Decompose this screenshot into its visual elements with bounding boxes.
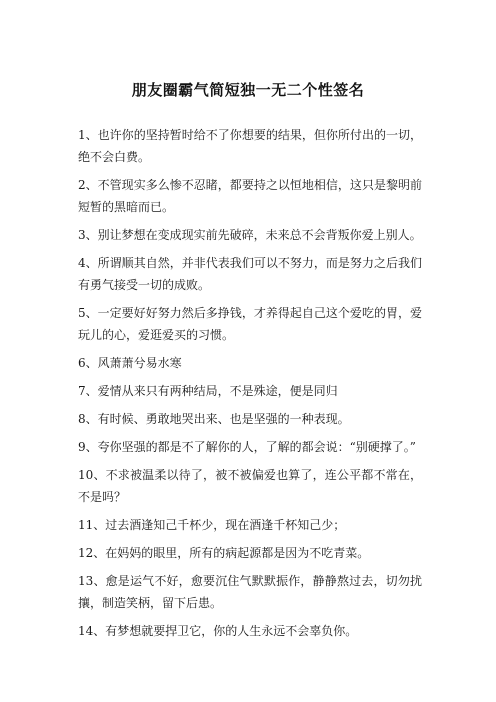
- document-title: 朋友圈霸气简短独一无二个性签名: [131, 81, 365, 99]
- signature-list: [78, 124, 422, 648]
- list-item: 4、所谓顺其自然，并非代表我们可以不努力，而是努力之后我们有勇气接受一切的成败。: [78, 256, 422, 292]
- list-item: 3、别让梦想在变成现实前先破碎，未来总不会背叛你爱上别人。: [78, 228, 422, 242]
- list-item: 6、风萧萧兮易水寒: [78, 356, 182, 370]
- list-item: 11、过去酒逢知己千杯少，现在酒逢千杯知己少；: [78, 518, 346, 532]
- list-item: 1、也许你的坚持暂时给不了你想要的结果，但你所付出的一切，绝不会白费。: [78, 128, 422, 164]
- list-item: 2、不管现实多么惨不忍睹，都要持之以恒地相信，这只是黎明前短暂的黑暗而已。: [78, 178, 422, 214]
- list-item: 8、有时候、勇敢地哭出来、也是坚强的一种表现。: [78, 412, 350, 426]
- list-item: 12、在妈妈的眼里，所有的病起源都是因为不吃青菜。: [78, 546, 370, 560]
- list-item: 5、一定要好好努力然后多挣钱，才养得起自己这个爱吃的胃，爱玩儿的心，爱逛爱买的习惯。: [78, 306, 422, 342]
- list-item: 9、夸你坚强的都是不了解你的人，了解的都会说：“别硬撑了。”: [78, 440, 416, 454]
- list-item: 13、愈是运气不好，愈要沉住气默默振作，静静熬过去，切勿扰攘，制造笑柄，留下后患。: [78, 574, 422, 610]
- list-item: 10、不求被温柔以待了，被不被偏爱也算了，连公平都不常在，不是吗？: [78, 468, 422, 504]
- list-item: 14、有梦想就要捍卫它，你的人生永远不会辜负你。: [78, 624, 358, 638]
- list-item: 7、爱情从来只有两种结局，不是殊途，便是同归: [78, 384, 338, 398]
